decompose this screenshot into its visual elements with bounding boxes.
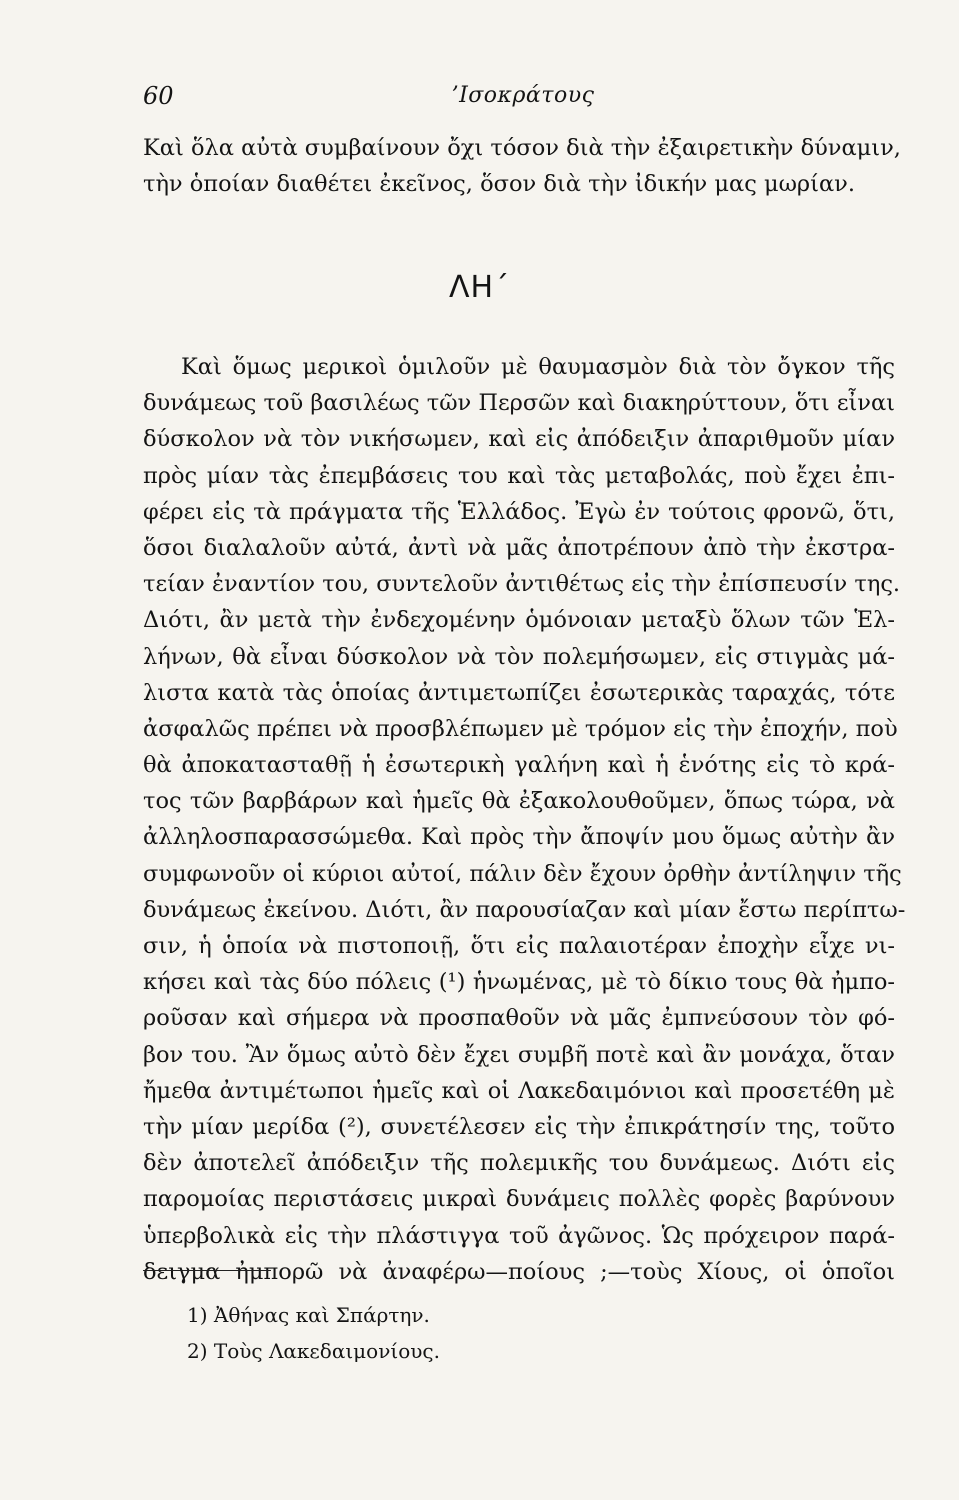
text-line: βον του. Ἂν ὅμως αὐτὸ δὲν ἔχει συμβῆ ποτὲ καὶ ἂν μονάχα, ὅταν: [143, 1041, 895, 1068]
running-title: ’Ισοκράτους: [451, 83, 595, 108]
text-line: δυνάμεως ἐκείνου. Διότι, ἂν παρουσίαζαν καὶ μίαν ἔστω περίπτω-: [143, 896, 906, 923]
text-line: ἤμεθα ἀντιμέτωποι ἡμεῖς καὶ οἱ Λακεδαιμόνιοι καὶ προσετέθη μὲ: [143, 1077, 895, 1104]
footnote-divider: [143, 1270, 271, 1271]
text-line: σιν, ἡ ὁποία νὰ πιστοποιῇ, ὅτι εἰς παλαιοτέραν ἐποχὴν εἶχε νι-: [143, 933, 895, 959]
body-paragraph: [143, 349, 906, 1290]
section-heading: ΛΗ΄: [448, 270, 511, 305]
text-line: ἀσφαλῶς πρέπει νὰ προσβλέπωμεν μὲ τρόμον εἰς τὴν ἐποχήν, ποὺ: [143, 715, 898, 742]
text-line: δυνάμεως τοῦ βασιλέως τῶν Περσῶν καὶ διακηρύττουν, ὅτι εἶναι: [143, 390, 895, 417]
text-line: ὅσοι διαλαλοῦν αὐτά, ἀντὶ νὰ μᾶς ἀποτρέπουν ἀπὸ τὴν ἐκστρα-: [143, 534, 895, 561]
intro-paragraph: [143, 130, 901, 202]
text-line: ἀλληλοσπαρασσώμεθα. Καὶ πρὸς τὴν ἄποψίν μου ὅμως αὐτὴν ἂν: [143, 824, 895, 851]
text-line: θὰ ἀποκατασταθῇ ἡ ἐσωτερικὴ γαλήνη καὶ ἡ ἑνότης εἰς τὸ κρά-: [143, 752, 895, 779]
footnote-1: 1) Ἀθήνας καὶ Σπάρτην.: [187, 1303, 430, 1327]
text-line: λήνων, θὰ εἶναι δύσκολον νὰ τὸν πολεμήσωμεν, εἰς στιγμὰς μά-: [143, 643, 895, 670]
text-line: φέρει εἰς τὰ πράγματα τῆς Ἑλλάδος. Ἐγὼ ἐν τούτοις φρονῶ, ὅτι,: [143, 498, 895, 525]
text-line: δύσκολον νὰ τὸν νικήσωμεν, καὶ εἰς ἀπόδειξιν ἀπαριθμοῦν μίαν: [143, 426, 895, 453]
text-line: τείαν ἐναντίον του, συντελοῦν ἀντιθέτως εἰς τὴν ἐπίσπευσίν της.: [143, 571, 901, 598]
text-line: συμφωνοῦν οἱ κύριοι αὐτοί, πάλιν δὲν ἔχουν ὀρθὴν ἀντίληψιν τῆς: [143, 860, 902, 887]
text-line: παρομοίας περιστάσεις μικραὶ δυνάμεις πολλὲς φορὲς βαρύνουν: [143, 1186, 895, 1213]
text-line: ροῦσαν καὶ σήμερα νὰ προσπαθοῦν νὰ μᾶς ἐμπνεύσουν τὸν φό-: [143, 1005, 895, 1032]
text-line: δὲν ἀποτελεῖ ἀπόδειξιν τῆς πολεμικῆς του δυνάμεως. Διότι εἰς: [143, 1150, 895, 1177]
footnotes: [187, 1297, 687, 1369]
page-header: [143, 82, 903, 112]
text-line: τος τῶν βαρβάρων καὶ ἡμεῖς θὰ ἐξακολουθοῦμεν, ὅπως τώρα, νὰ: [143, 788, 895, 815]
text-line: λιστα κατὰ τὰς ὁποίας ἀντιμετωπίζει ἐσωτερικὰς ταραχάς, τότε: [143, 679, 895, 706]
text-line: Διότι, ἂν μετὰ τὴν ἐνδεχομένην ὁμόνοιαν μεταξὺ ὅλων τῶν Ἑλ-: [143, 607, 895, 634]
text-line: κήσει καὶ τὰς δύο πόλεις (¹) ἡνωμένας, μὲ τὸ δίκιο τους θὰ ἠμπο-: [143, 969, 895, 996]
footnote-2: 2) Τοὺς Λακεδαιμονίους.: [187, 1339, 440, 1363]
text-line: Καὶ ὅλα αὐτὰ συμβαίνουν ὄχι τόσον διὰ τὴν ἐξαιρετικὴν δύναμιν,: [143, 135, 901, 161]
text-line: ὑπερβολικὰ εἰς τὴν πλάστιγγα τοῦ ἀγῶνος. Ὡς πρόχειρον παρά-: [143, 1222, 895, 1249]
text-line: πρὸς μίαν τὰς ἐπεμβάσεις του καὶ τὰς μεταβολάς, ποὺ ἔχει ἐπι-: [143, 462, 895, 489]
text-line: τὴν ὁποίαν διαθέτει ἐκεῖνος, ὅσον διὰ τὴν ἰδικήν μας μωρίαν.: [143, 171, 856, 198]
text-line: δειγμα ἠμπορῶ νὰ ἀναφέρω—ποίους ;—τοὺς Χίους, οἱ ὁποῖοι: [143, 1258, 895, 1285]
text-line: τὴν μίαν μερίδα (²), συνετέλεσεν εἰς τὴν ἐπικράτησίν της, τοῦτο: [143, 1113, 895, 1140]
page-number: 60: [143, 82, 174, 110]
text-line: Καὶ ὅμως μερικοὶ ὁμιλοῦν μὲ θαυμασμὸν διὰ τὸν ὄγκον τῆς: [181, 354, 895, 380]
